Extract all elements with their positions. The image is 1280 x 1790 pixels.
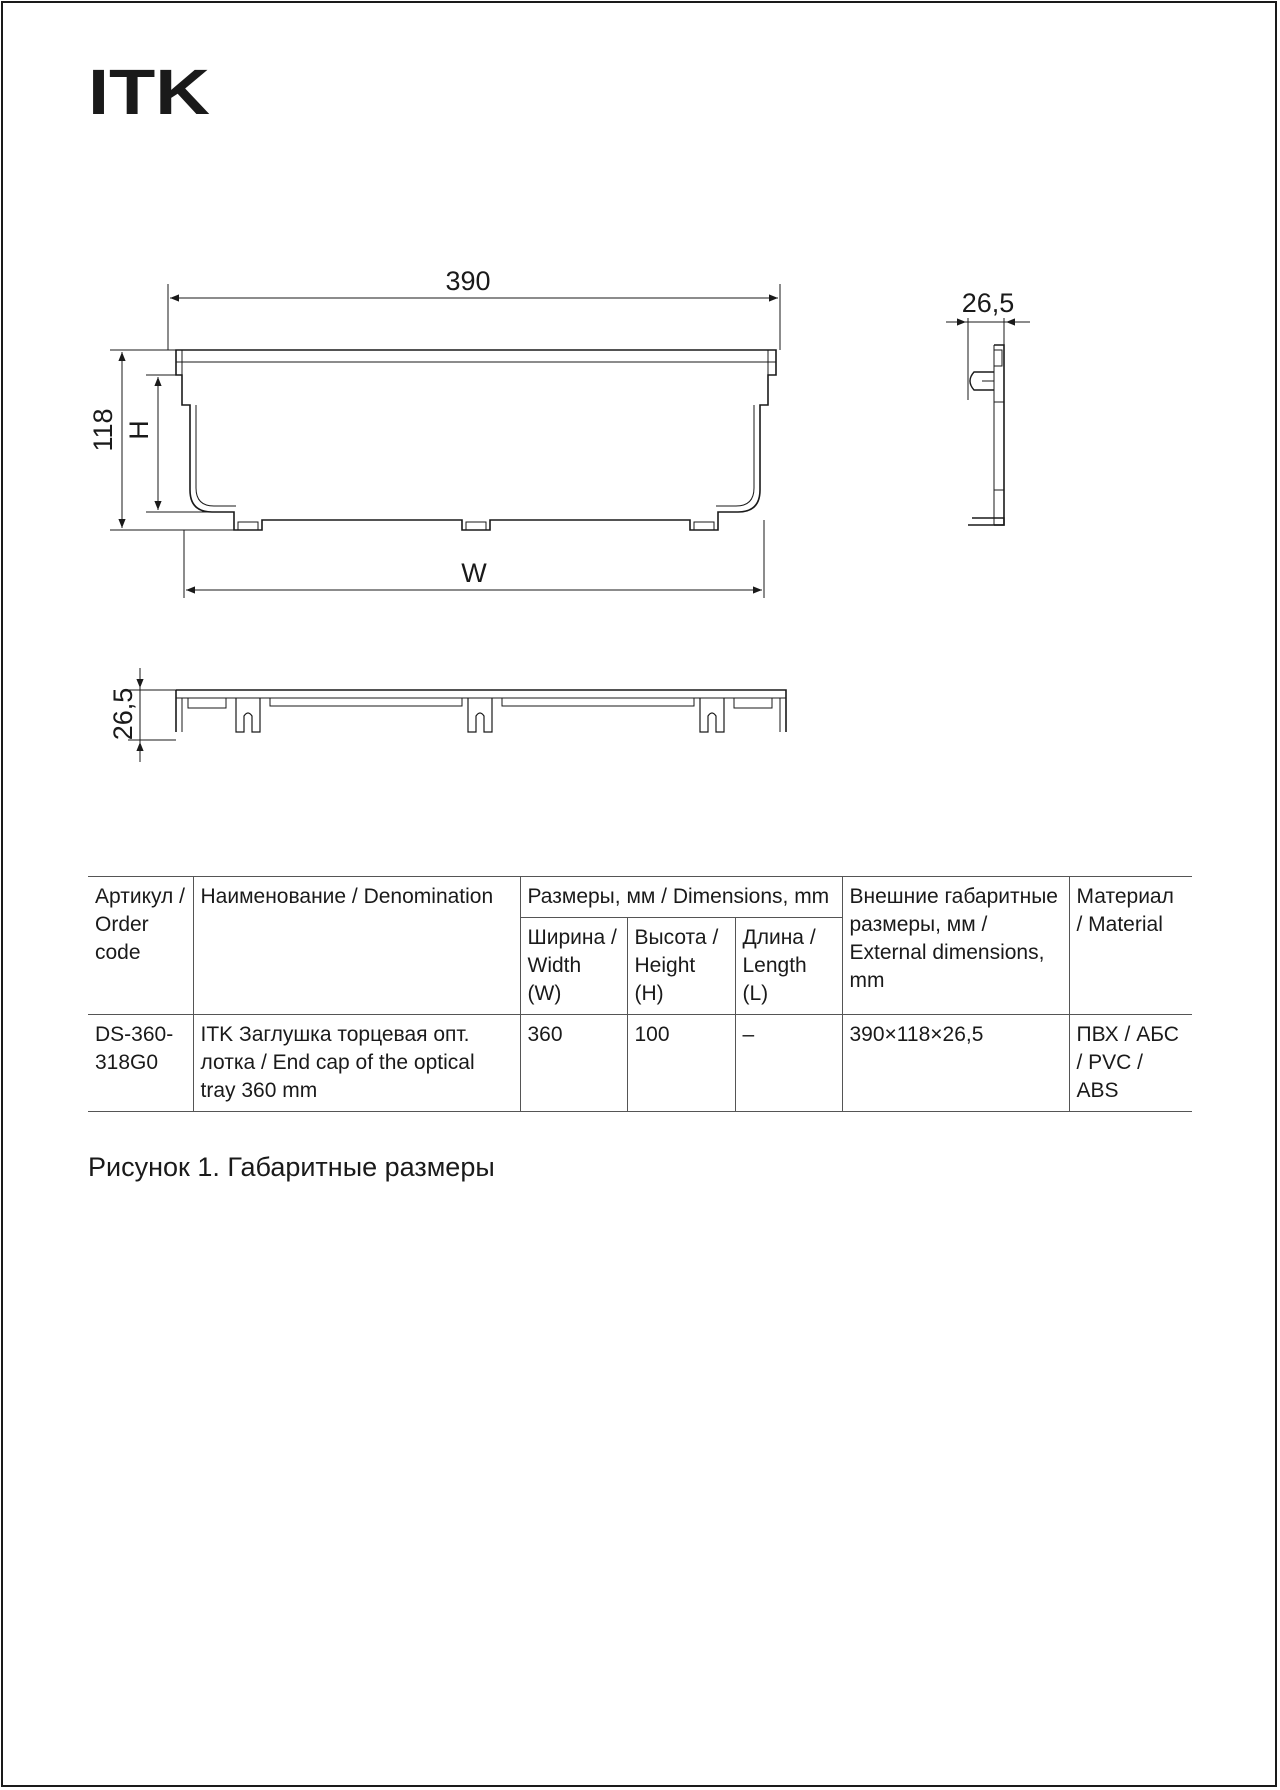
header-width: Ширина / Width (W) <box>520 918 627 1015</box>
header-material: Материал / Material <box>1069 877 1192 1015</box>
header-length: Длина / Length (L) <box>735 918 842 1015</box>
technical-drawing <box>0 0 1280 800</box>
top-view <box>108 668 786 762</box>
top-dim-depth: 26,5 <box>108 687 138 741</box>
side-view <box>946 288 1030 525</box>
cell-height: 100 <box>627 1015 735 1112</box>
figure-caption: Рисунок 1. Габаритные размеры <box>88 1152 495 1182</box>
cell-length: – <box>735 1015 842 1112</box>
dim-length-390: 390 <box>445 266 491 296</box>
front-view <box>88 266 780 598</box>
cell-material: ПВХ / АБС / PVC / ABS <box>1069 1015 1192 1112</box>
header-external: Внешние габаритные размеры, мм / External dimensions, mm <box>842 877 1069 1015</box>
table-row <box>88 1015 1192 1112</box>
header-dimensions: Размеры, мм / Dimensions, mm <box>520 877 842 918</box>
dim-height-118: 118 <box>88 408 118 452</box>
cell-denomination: ITK Заглушка торцевая опт. лотка / End cap of the optical tray 360 mm <box>193 1015 520 1112</box>
header-height: Высота / Height (H) <box>627 918 735 1015</box>
spec-table <box>88 876 1192 1112</box>
cell-width: 360 <box>520 1015 627 1112</box>
dim-height-h: H <box>124 420 154 440</box>
cell-order-code: DS-360-318G0 <box>88 1015 193 1112</box>
header-denomination: Наименование / Denomination <box>193 877 520 1015</box>
logo-text: ITK <box>88 58 210 118</box>
side-dim-depth: 26,5 <box>961 288 1015 318</box>
cell-external: 390×118×26,5 <box>842 1015 1069 1112</box>
header-order-code: Артикул / Order code <box>88 877 193 1015</box>
dim-width-w: W <box>461 558 487 588</box>
